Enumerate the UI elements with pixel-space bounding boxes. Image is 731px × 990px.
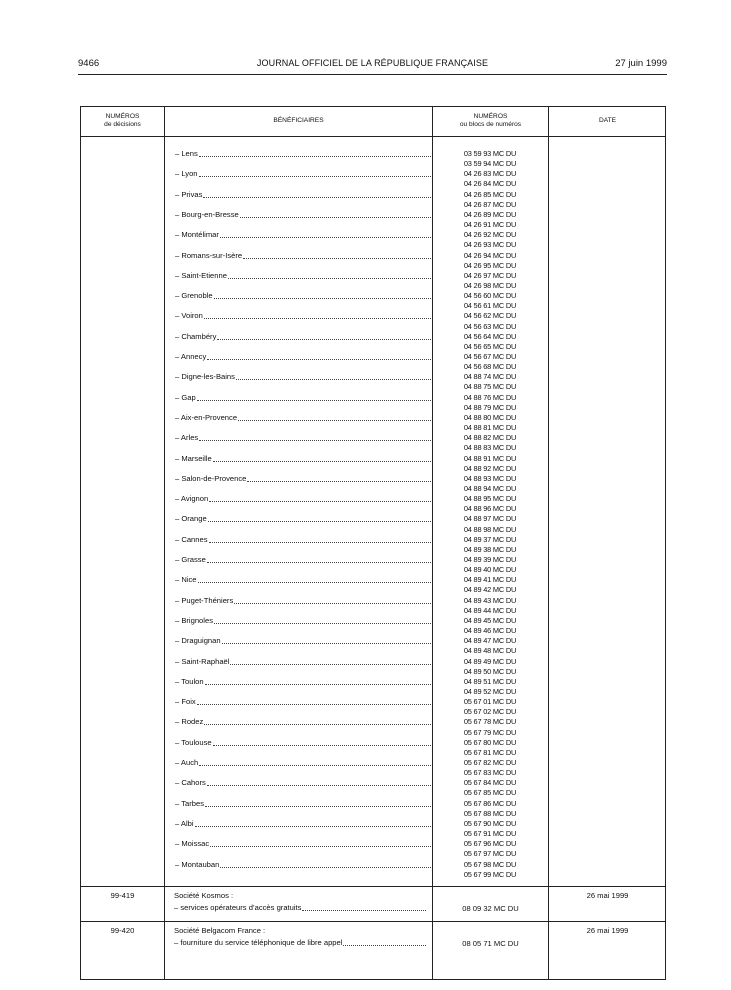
beneficiary-item [175,474,431,484]
leader-dots [220,867,431,868]
beneficiary-item [175,657,431,667]
number-item: 05 67 83 MC DU [463,768,517,778]
beneficiary-label: – Draguignan [175,636,221,646]
number-value: 08 05 71 MC DU [462,939,519,948]
beneficiary-label: – Nice [175,575,197,585]
number-item: 04 89 47 MC DU [463,636,517,646]
beneficiary-item [175,799,431,809]
entry-date: 26 mai 1999 [586,891,629,900]
beneficiary-item [175,149,431,159]
beneficiary-item [175,839,431,849]
number-item: 04 88 91 MC DU [463,453,517,463]
number-item: 04 88 76 MC DU [463,392,517,402]
leader-dots [217,339,431,340]
column-divider [548,107,549,979]
service-line [174,938,426,948]
beneficiary-label: – Gap [175,392,196,402]
beneficiary-label: – Lens [175,149,198,158]
leader-dots [213,461,431,462]
beneficiary-label: – Orange [175,514,207,524]
leader-dots [199,765,431,766]
number-item: 04 88 96 MC DU [463,504,517,514]
leader-dots [204,318,431,319]
number-item: 04 89 52 MC DU [463,686,517,696]
beneficiary-label: – Foix [175,697,196,707]
number-item: 04 88 74 MC DU [463,372,517,382]
number-item: 04 89 37 MC DU [463,534,517,544]
number-item: 05 67 98 MC DU [463,859,517,869]
leader-dots [207,562,431,563]
leader-dots [238,420,431,421]
beneficiary-item [175,738,431,748]
beneficiary-label: – Romans-sur-Isère [175,250,243,260]
leader-dots [207,785,431,786]
beneficiary-item [175,413,431,423]
beneficiary-label: – Chambéry [175,331,217,341]
leader-dots [243,258,431,259]
decisions-table [80,106,666,980]
number-item: 04 89 49 MC DU [463,656,517,666]
beneficiary-item [175,677,431,687]
company-name: Société Belgacom France : [174,926,266,935]
number-item: 05 67 96 MC DU [463,839,517,849]
number-item: 04 89 46 MC DU [463,626,517,636]
beneficiary-label: – Bourg-en-Bresse [175,209,239,219]
beneficiary-label: – Moissac [175,839,210,849]
beneficiary-label: – Privas [175,189,203,199]
beneficiary-item [175,271,431,281]
leader-dots [210,846,431,847]
number-item: 04 89 44 MC DU [463,605,517,615]
beneficiary-label: – Toulouse [175,737,212,747]
number-item: 05 67 78 MC DU [463,717,517,727]
number-item: 04 89 38 MC DU [463,544,517,554]
number-item: 04 26 83 MC DU [463,169,517,179]
number-item: 04 89 41 MC DU [463,575,517,585]
number-item: 03 59 93 MC DU [463,149,517,158]
row-divider [81,921,665,922]
beneficiary-item [175,169,431,179]
leader-dots [234,603,431,604]
service-label: – services opérateurs d’accès gratuits [174,903,302,912]
number-item: 04 88 83 MC DU [463,443,517,453]
beneficiary-item [175,697,431,707]
beneficiary-item [175,555,431,565]
number-value: 08 09 32 MC DU [462,904,519,913]
leader-dots [343,945,426,946]
number-item: 05 67 97 MC DU [463,849,517,859]
beneficiary-item [175,758,431,768]
number-item: 04 88 81 MC DU [463,423,517,433]
leader-dots [222,643,431,644]
beneficiary-label: – Auch [175,758,199,767]
page-header [78,58,667,70]
beneficiary-item [175,616,431,626]
number-item: 04 89 50 MC DU [463,666,517,676]
number-item: 04 26 93 MC DU [463,240,517,250]
leader-dots [199,176,431,177]
entry-date: 26 mai 1999 [586,926,629,935]
number-item: 04 89 48 MC DU [463,646,517,656]
beneficiary-item [175,575,431,585]
leader-dots [214,298,431,299]
beneficiary-label: – Brignoles [175,615,213,625]
beneficiary-label: – Cahors [175,778,206,788]
beneficiary-item [175,717,431,727]
beneficiary-item [175,332,431,342]
number-item: 04 56 64 MC DU [463,331,517,341]
beneficiary-label: – Annecy [175,352,207,361]
beneficiary-item [175,311,431,321]
beneficiary-label: – Montauban [175,859,220,869]
number-item: 04 89 40 MC DU [463,565,517,575]
number-item: 04 88 95 MC DU [463,494,517,504]
leader-dots [213,745,431,746]
beneficiary-item [175,393,431,403]
beneficiary-item [175,372,431,382]
row-divider [81,886,665,887]
number-item: 04 89 42 MC DU [463,585,517,595]
number-item: 04 89 39 MC DU [463,555,517,564]
number-item: 04 88 92 MC DU [463,463,517,473]
number-item: 04 88 82 MC DU [463,433,517,443]
leader-dots [302,910,426,911]
beneficiary-label: – Rodez [175,717,204,727]
leader-dots [208,521,431,522]
beneficiary-label: – Aix-en-Provence [175,412,238,422]
number-item: 05 67 86 MC DU [463,798,517,808]
number-item: 05 67 80 MC DU [463,737,517,747]
beneficiary-label: – Saint-Etienne [175,270,227,280]
number-item: 04 88 98 MC DU [463,524,517,534]
leader-dots [247,481,431,482]
number-item: 05 67 84 MC DU [463,778,517,788]
leader-dots [228,278,431,279]
column-divider [164,107,165,979]
beneficiary-label: – Marseille [175,453,212,463]
number-item: 05 67 01 MC DU [463,697,517,707]
leader-dots [195,826,431,827]
leader-dots [205,684,431,685]
beneficiary-label: – Saint-Raphaël [175,656,230,666]
company-name: Société Kosmos : [174,891,234,900]
beneficiary-label: – Grasse [175,555,206,564]
number-item: 04 26 84 MC DU [463,179,517,189]
number-item: 04 88 93 MC DU [463,473,517,483]
number-item: 05 67 99 MC DU [463,869,517,879]
leader-dots [207,359,431,360]
col-header-beneficiaires: BÉNÉFICIAIRES [273,117,324,124]
number-item: 05 67 85 MC DU [463,788,517,798]
decision-number: 99-420 [110,926,135,935]
number-item: 05 67 90 MC DU [463,818,517,828]
beneficiary-item [175,190,431,200]
header-row-divider [81,136,665,137]
beneficiary-item [175,454,431,464]
beneficiary-item [175,433,431,443]
number-item: 04 56 67 MC DU [463,352,517,361]
number-item: 04 26 85 MC DU [463,189,517,199]
col-header-numeros: NUMÉROS ou blocs de numéros [459,113,522,128]
leader-dots [199,156,431,157]
number-item: 04 56 61 MC DU [463,301,517,311]
number-item: 05 67 02 MC DU [463,707,517,717]
beneficiary-item [175,535,431,545]
decision-number: 99-419 [110,891,135,900]
beneficiary-label: – Avignon [175,494,209,504]
beneficiary-label: – Voiron [175,311,203,321]
number-item: 04 26 95 MC DU [463,260,517,270]
number-item: 04 56 60 MC DU [463,291,517,301]
number-item: 04 26 98 MC DU [463,280,517,290]
service-line [174,903,426,913]
service-label: – fourniture du service téléphonique de libre appel [174,938,343,947]
number-item: 04 88 79 MC DU [463,402,517,412]
number-item: 04 89 43 MC DU [463,595,517,605]
header-rule [78,74,667,75]
beneficiary-item [175,596,431,606]
beneficiary-item [175,636,431,646]
beneficiary-label: – Grenoble [175,291,213,301]
beneficiary-label: – Salon-de-Provence [175,473,247,483]
number-item: 04 26 87 MC DU [463,199,517,209]
leader-dots [220,237,431,238]
leader-dots [197,704,431,705]
leader-dots [197,400,431,401]
number-item: 05 67 88 MC DU [463,808,517,818]
number-item: 05 67 81 MC DU [463,747,517,757]
beneficiary-item [175,494,431,504]
leader-dots [204,724,431,725]
leader-dots [203,197,431,198]
beneficiary-item [175,860,431,870]
beneficiary-item [175,230,431,240]
leader-dots [230,664,431,665]
number-item: 04 88 75 MC DU [463,382,517,392]
number-item: 04 26 94 MC DU [463,250,517,260]
beneficiary-label: – Albi [175,818,194,828]
number-item: 04 56 62 MC DU [463,311,517,321]
leader-dots [198,582,431,583]
beneficiary-label: – Puget-Théniers [175,595,234,605]
beneficiary-label: – Cannes [175,534,208,544]
number-item: 05 67 82 MC DU [463,758,517,767]
beneficiary-item [175,514,431,524]
beneficiary-label: – Digne-les-Bains [175,372,235,382]
column-divider [432,107,433,979]
number-item: 04 88 97 MC DU [463,514,517,524]
leader-dots [214,623,431,624]
number-item: 04 26 92 MC DU [463,230,517,240]
leader-dots [236,379,431,380]
beneficiary-item [175,291,431,301]
number-item: 04 89 45 MC DU [463,615,517,625]
leader-dots [199,440,431,441]
beneficiary-label: – Arles [175,433,199,443]
beneficiary-item [175,210,431,220]
number-item: 04 26 89 MC DU [463,209,517,219]
beneficiary-label: – Lyon [175,169,198,179]
leader-dots [209,542,431,543]
number-item: 03 59 94 MC DU [463,159,517,169]
beneficiary-label: – Toulon [175,676,204,686]
number-item: 04 26 91 MC DU [463,220,517,230]
col-header-decisions: NUMÉROS de décisions [104,113,141,128]
number-item: 04 56 68 MC DU [463,362,517,372]
number-item: 04 88 80 MC DU [463,412,517,422]
number-item: 04 89 51 MC DU [463,676,517,686]
beneficiary-label: – Montélimar [175,230,219,240]
leader-dots [205,806,431,807]
journal-title: JOURNAL OFFICIEL DE LA RÉPUBLIQUE FRANÇAISE [256,58,489,68]
beneficiary-item [175,352,431,362]
beneficiary-label: – Tarbes [175,798,204,808]
beneficiary-item [175,819,431,829]
col-header-date: DATE [598,117,617,124]
beneficiary-item [175,778,431,788]
beneficiary-item [175,251,431,261]
page-number: 9466 [78,58,100,69]
issue-date: 27 juin 1999 [615,58,667,69]
number-item: 04 26 97 MC DU [463,270,517,280]
number-item: 04 88 94 MC DU [463,483,517,493]
number-item: 05 67 91 MC DU [463,829,517,839]
number-item: 04 56 63 MC DU [463,321,517,331]
number-item: 05 67 79 MC DU [463,727,517,737]
number-item: 04 56 65 MC DU [463,341,517,351]
leader-dots [240,217,431,218]
leader-dots [209,501,431,502]
